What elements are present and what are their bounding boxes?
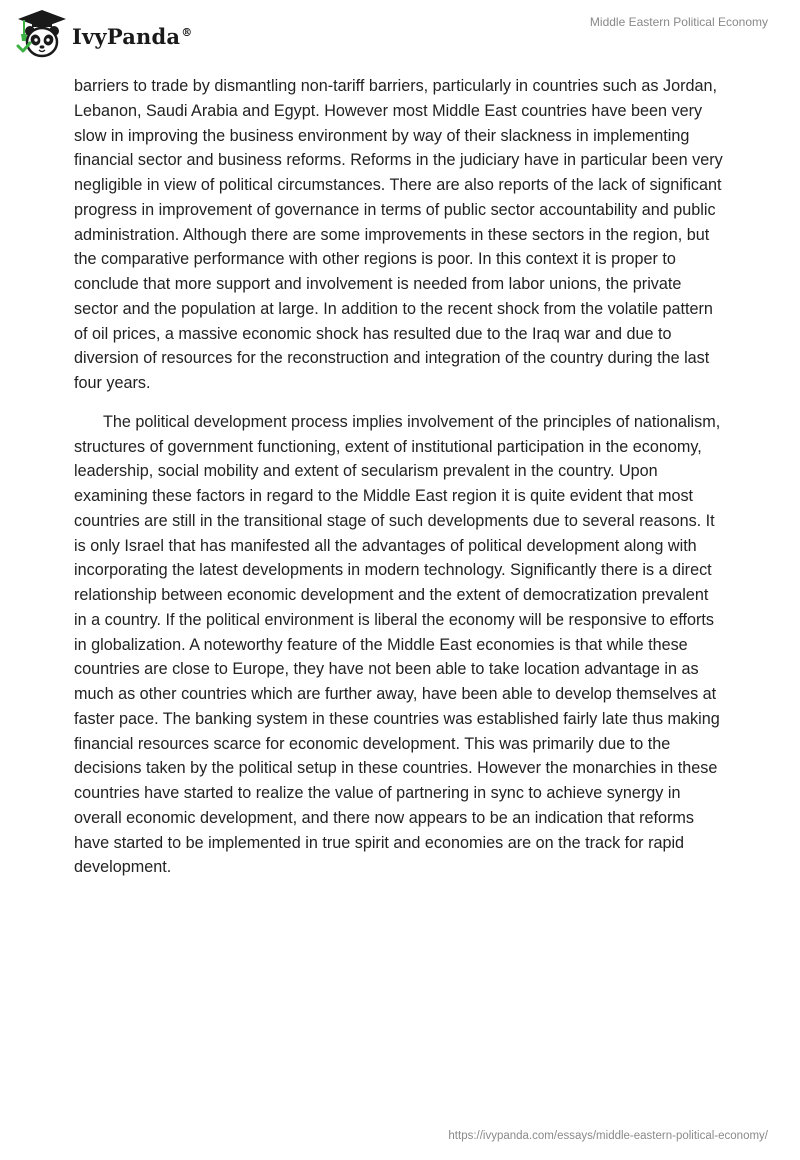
panda-graduate-icon — [14, 8, 70, 60]
page-header — [0, 0, 800, 70]
brand-name: IvyPanda® — [72, 23, 193, 49]
paragraph-continuation: barriers to trade by dismantling non-tariff barriers, particularly in countries such as Jordan, Lebanon, Saudi Arabia and Egypt. However most Middle East countries have been very slow in improving the business environment by way of their slackness in implementing financial sector and business reforms. Reforms in the judiciary have in particular been very negligible in view of political circumstances. There are also reports of the lack of significant progress in improvement of governance in terms of public sector accountability and public administration. Although there are some improvements in these sectors in the region, but the comparative performance with other regions is poor. In this context it is proper to conclude that more support and involvement is needed from labor unions, the private sector and the population at large. In addition to the recent shock from the volatile pattern of oil prices, a massive economic shock has resulted due to the Iraq war and due to diversion of resources for the reconstruction and integration of the country during the last four years. — [74, 77, 723, 392]
brand-logo-link[interactable] — [14, 8, 192, 60]
paragraph: The political development process implies involvement of the principles of nationalism, structures of government functioning, extent of institutional participation in the economy, leadership, social mobility and extent of secularism prevalent in the country. Upon examining these factors in regard to the Middle East region it is quite evident that most countries are still in the transitional stage of such developments due to several reasons. It is only Israel that has manifested all the advantages of political development along with incorporating the latest developments in modern technology. Significantly there is a direct relationship between economic development and the extent of democratization prevalent in a country. If the political environment is liberal the economy will be responsive to efforts in globalization. A noteworthy feature of the Middle East economies is that while these countries are close to Europe, they have not been able to take location advantage in as much as other countries which are further away, have been able to develop themselves at faster pace. The banking system in these countries was established fairly late thus making financial resources scarce for economic development. This was primarily due to the decisions taken by the political setup in these countries. However the monarchies in these countries have started to realize the value of partnering in sync to achieve synergy in overall economic development, and there now appears to be an indication that reforms have started to be implemented in true spirit and economies are on the track for rapid development. — [74, 412, 721, 877]
registered-mark: ® — [181, 25, 193, 39]
essay-body — [74, 74, 724, 894]
source-url-link[interactable]: https://ivypanda.com/essays/middle-eastern-political-economy/ — [448, 1130, 768, 1142]
document-title: Middle Eastern Political Economy — [589, 15, 768, 29]
